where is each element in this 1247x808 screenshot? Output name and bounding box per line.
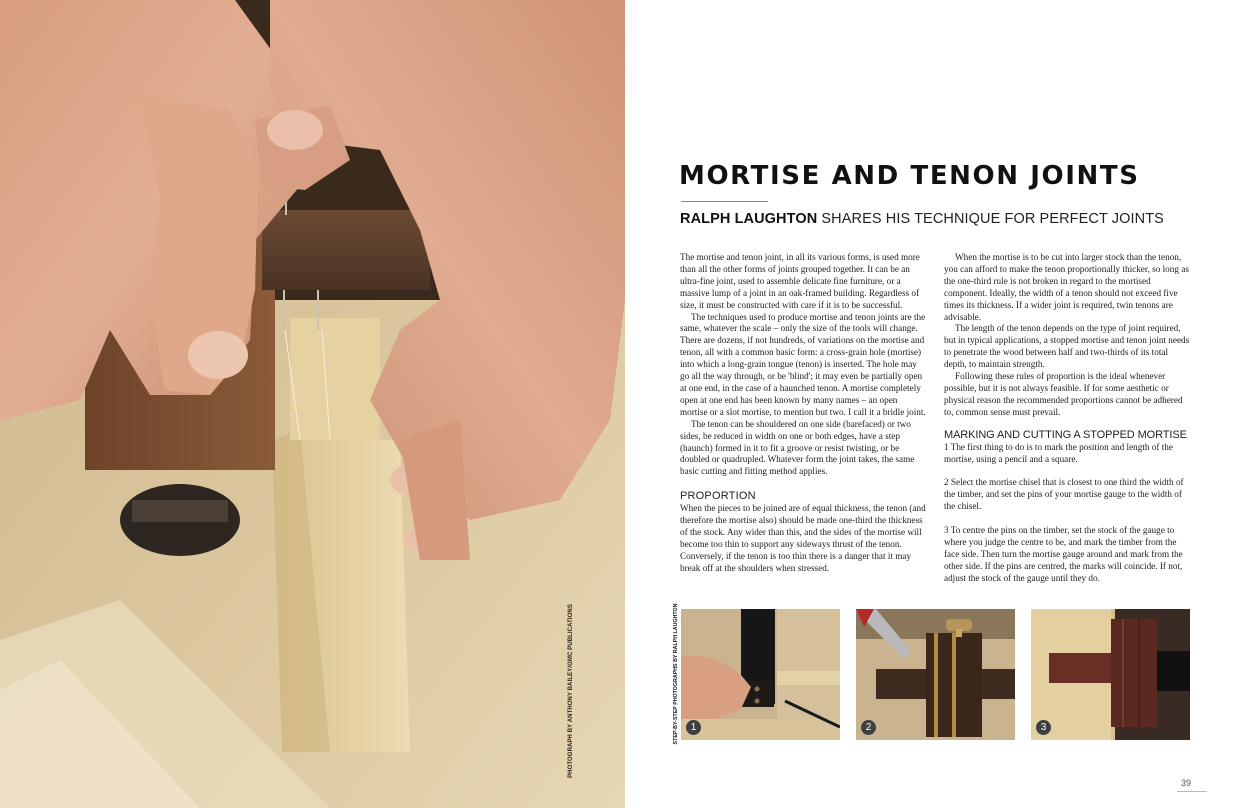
step-photo-1 — [681, 609, 840, 740]
author-name: RALPH LAUGHTON — [680, 211, 818, 227]
paragraph: The length of the tenon depends on the type of joint required, but in typical applications, a stopped mortise and tenon joint needs to penetrate the wood between half and two-thirds of its total depth, to maintain strength. — [944, 323, 1190, 370]
paragraph: The mortise and tenon joint, in all its various forms, is used more than all the other forms of joints grouped together. It can be an ultra-fine joint, used to assemble delicate fine furniture, or a massive lump of a joint in an oak-framed building. Regardless of size, it must be constructed with care if it is to be successful. — [680, 252, 920, 310]
step-photo-1-illustration — [681, 609, 840, 740]
hero-photo-credit — [563, 596, 579, 786]
section-heading-proportion: PROPORTION — [680, 490, 756, 503]
paragraph: The techniques used to produce mortise and tenon joints are the same, whatever the scale – only the size of the tools will change. There are dozens, if not hundreds, of variations on the mortise and tenon, all with a common basic form: a cross-grain hole (mortise) into which a long-grain tongue (tenon) is inserted. The hole may go all the way through, or be 'blind'; it may even be partially open at one end, in the case of a haunched tenon. A mortise completely open at one end has been known by many names – an open mortise or a slot mortise, to mention but two. I call it a bridle joint. — [680, 311, 926, 417]
step-photo-3-illustration — [1031, 609, 1190, 740]
step-photo-2 — [856, 609, 1015, 740]
page-number-rule — [1177, 791, 1207, 792]
page-number: 39 — [1181, 778, 1192, 788]
title-divider — [681, 201, 768, 202]
step-photo-2-illustration — [856, 609, 1015, 740]
step-photo-3 — [1031, 609, 1190, 740]
step-number-badge: 3 — [1036, 720, 1051, 735]
body-column-1 — [680, 252, 927, 575]
step-photos-credit-text: STEP-BY-STEP PHOTOGRAPHS BY RALPH LAUGHTON — [673, 603, 679, 745]
hero-photo-credit-text: PHOTOGRAPH BY ANTHONY BAILEY/GMC PUBLICATIONS — [568, 604, 574, 778]
paragraph: When the mortise is to be cut into larger stock than the tenon, you can afford to make the tenon proportionally thicker, so long as the one-third rule is not broken in regard to the mortised component. Ideally, the width of a tenon should not exceed five times its thickness. If a wider joint is required, twin tenons are advisable. — [944, 252, 1189, 322]
paragraph: The tenon can be shouldered on one side (barefaced) or two sides, be reduced in width on one or both edges, have a step (haunch) formed in it to fit a groove or resist twisting, or be doubled or quadrupled. Whatever form the joint takes, the same basic cutting and fitting method applies. — [680, 418, 915, 477]
step-number-badge: 1 — [686, 720, 701, 735]
step-instruction-1: 1 The first thing to do is to mark the position and length of the mortise, using a pencil and a square. — [944, 441, 1173, 464]
step-number-badge: 2 — [861, 720, 876, 735]
paragraph: When the pieces to be joined are of equal thickness, the tenon (and therefore the mortise also) should be made one-third the thickness of the stock. Any wider than this, and the sides of the mortise will become too thin to support any sideways thrust of the tenon. Conversely, if the tenon is too thin there is a danger that it may break off at the shoulders when stressed. — [680, 503, 926, 573]
body-column-2 — [944, 252, 1191, 585]
article-title: MORTISE AND TENON JOINTS — [679, 161, 1140, 191]
step-instruction-3: 3 To centre the pins on the timber, set the stock of the gauge to where you judge the centre to be, and mark the timber from the face side. Then turn the mortise gauge around and mark from the other side. If the pins are centred, the marks will coincide. If not, adjust the stock of the gauge until they do. — [944, 525, 1183, 583]
article-subtitle — [680, 211, 1164, 227]
step-instruction-2: 2 Select the mortise chisel that is closest to one third the width of the timber, and set the pins of your mortise gauge to the width of the chisel. — [944, 477, 1184, 512]
section-heading-marking: MARKING AND CUTTING A STOPPED MORTISE — [944, 428, 1187, 441]
subtitle-text: SHARES HIS TECHNIQUE FOR PERFECT JOINTS — [817, 211, 1164, 227]
paragraph: Following these rules of proportion is the ideal whenever possible, but it is not always feasible. If for some aesthetic or physical reason the recommended proportions cannot be adhered to, common sense must prevail. — [944, 371, 1183, 417]
